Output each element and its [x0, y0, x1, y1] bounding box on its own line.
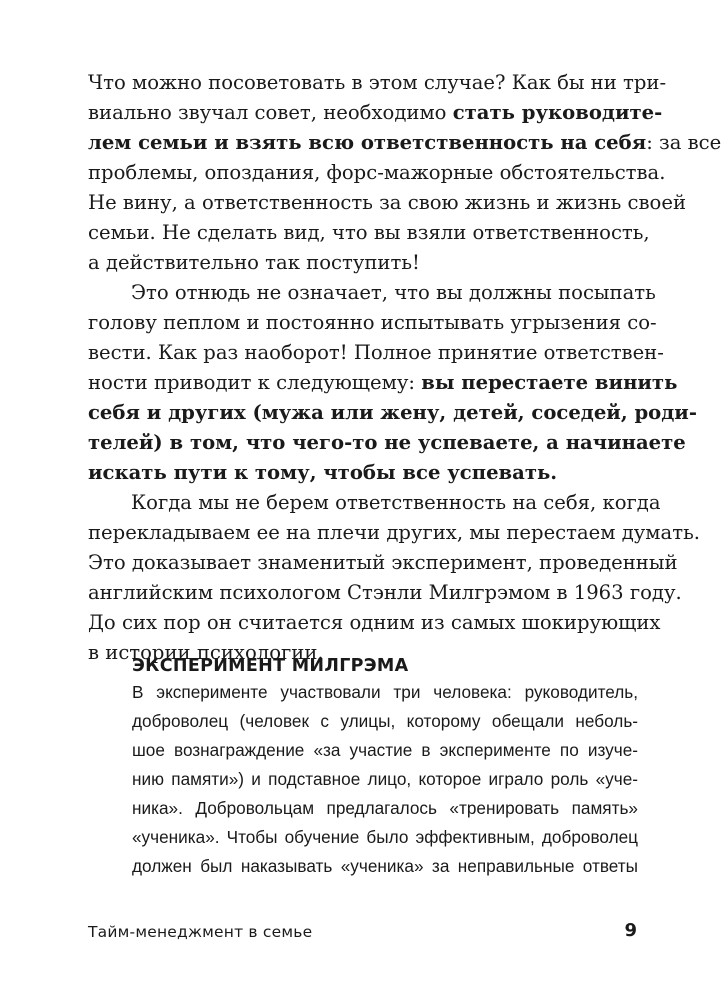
paragraph-line: а действительно так поступить! [88, 251, 420, 274]
text-run: виально звучал совет, необходимо [88, 101, 453, 124]
running-title: Тайм-менеджмент в семье [88, 923, 313, 941]
sidebar-line: «ученика». Чтобы обучение было эффективным, доброволец [132, 827, 638, 847]
paragraph-line: Не вину, а ответственность за свою жизнь и жизнь своей [88, 191, 687, 214]
page-number: 9 [624, 920, 637, 941]
text-run: : за все [646, 131, 721, 154]
bold-run: лем семьи и взять всю ответственность на себя [88, 131, 647, 154]
paragraph-line [88, 368, 678, 398]
paragraph-line: Что можно посоветовать в этом случае? Как бы ни три- [88, 71, 667, 94]
paragraph-line: английским психологом Стэнли Милгрэмом в 1963 году. [88, 581, 682, 604]
paragraph-line [88, 458, 648, 488]
paragraph-line: в истории психологии. [88, 641, 324, 664]
text-run: ности приводит к следующему: [88, 371, 422, 394]
sidebar-line: доброволец (человек с улицы, которому обещали неболь- [132, 711, 638, 731]
bold-run: стать руководите- [452, 101, 663, 124]
paragraph-line: Это доказывает знаменитый эксперимент, проведенный [88, 551, 678, 574]
paragraph-line: перекладываем ее на плечи других, мы перестаем думать. [88, 521, 700, 544]
page-footer [88, 922, 637, 941]
bold-run: искать пути к тому, чтобы все успевать. [88, 461, 558, 484]
bold-run: телей) в том, что чего-то не успеваете, а начинаете [88, 431, 686, 454]
sidebar-line: шое вознаграждение «за участие в эксперименте по изуче- [132, 740, 638, 760]
paragraph-line: голову пеплом и постоянно испытывать угрызения со- [88, 311, 657, 334]
sidebar-box [132, 654, 638, 881]
paragraph-line [88, 428, 686, 458]
sidebar-heading: ЭКСПЕРИМЕНТ МИЛГРЭМА [132, 656, 409, 676]
bold-run: вы перестаете винить [421, 371, 678, 394]
paragraph-line: семьи. Не сделать вид, что вы взяли ответственность, [88, 221, 650, 244]
bold-run: себя и других (мужа или жену, детей, соседей, роди- [88, 401, 697, 424]
paragraph-line [88, 98, 663, 128]
paragraph-line: вести. Как раз наоборот! Полное принятие ответствен- [88, 341, 664, 364]
paragraph-line [88, 398, 697, 428]
sidebar-line: должен был наказывать «ученика» за неправильные ответы [132, 856, 638, 876]
sidebar-line: ника». Добровольцам предлагалось «тренировать память» [132, 798, 638, 818]
paragraph-line: До сих пор он считается одним из самых шокирующих [88, 611, 661, 634]
main-text [88, 68, 721, 668]
paragraph-line: проблемы, опоздания, форс-мажорные обстоятельства. [88, 161, 666, 184]
sidebar-line: В эксперименте участвовали три человека: руководитель, [132, 682, 638, 702]
paragraph-line: Это отнюдь не означает, что вы должны посыпать [131, 281, 656, 304]
paragraph-line: Когда мы не берем ответственность на себя, когда [131, 491, 661, 514]
paragraph-line [88, 128, 721, 158]
sidebar-line: нию памяти») и подставное лицо, которое играло роль «уче- [132, 769, 638, 789]
